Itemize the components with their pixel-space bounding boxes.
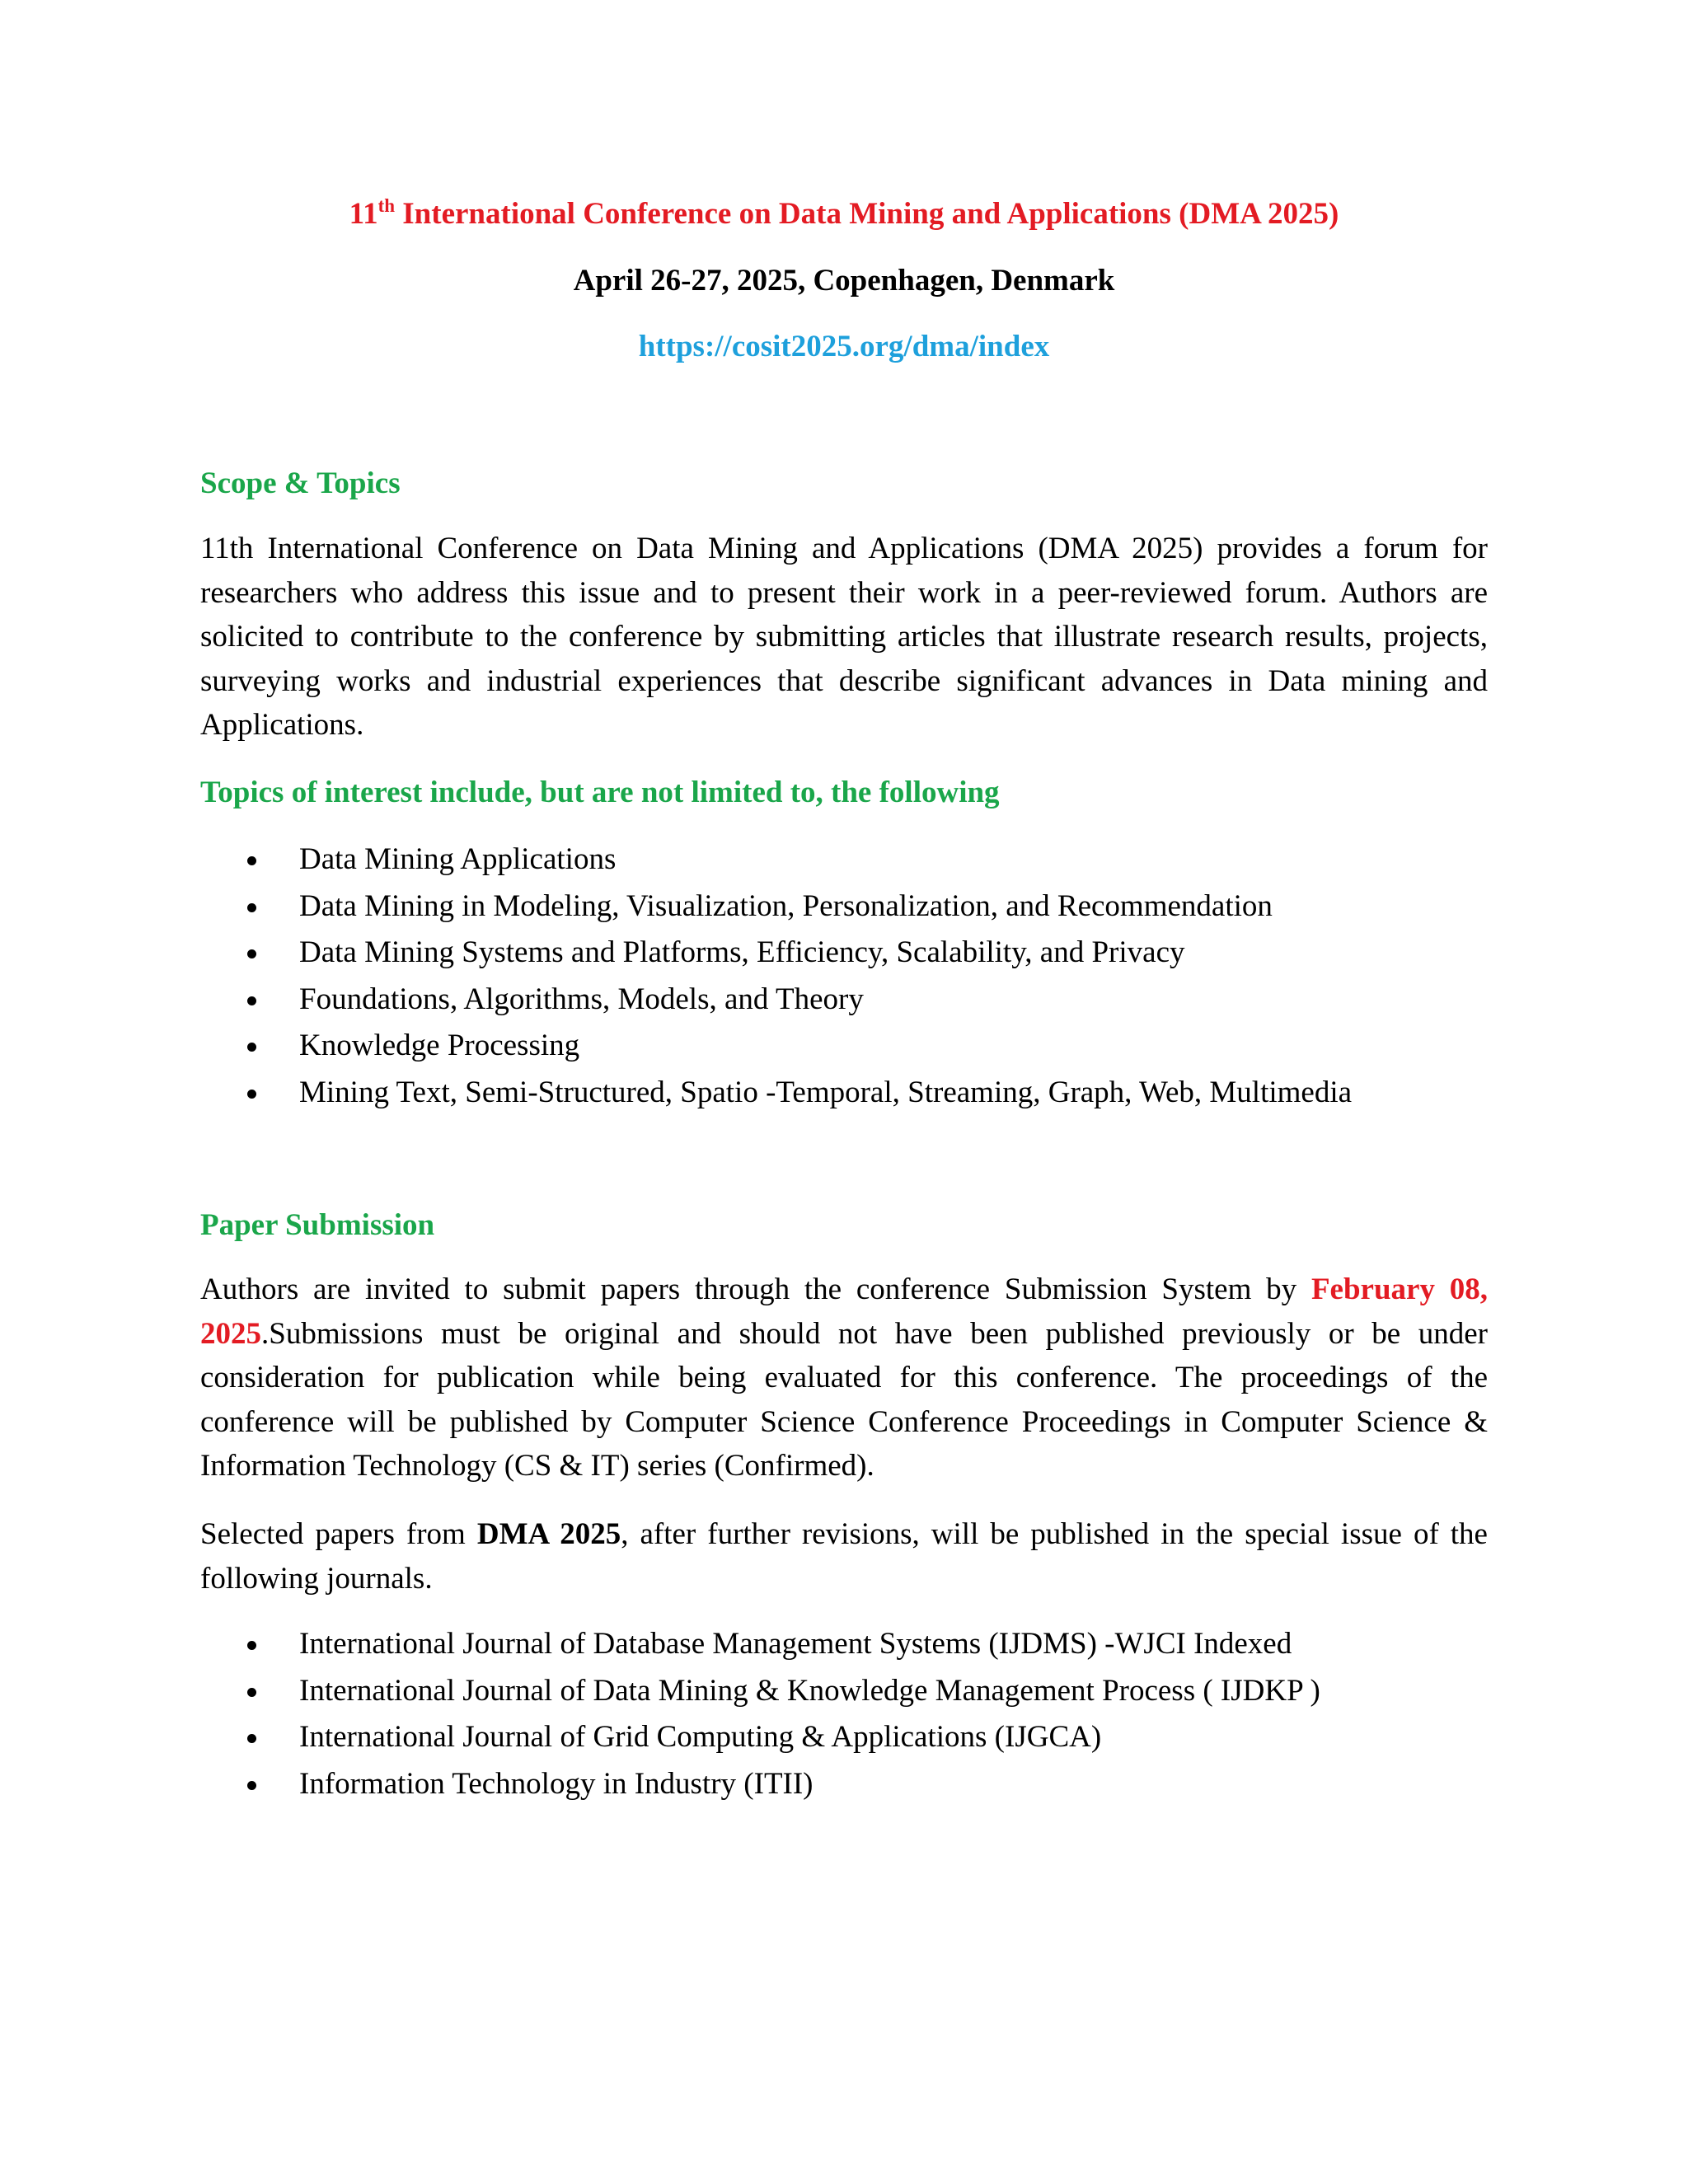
bullet-icon [247,1734,256,1743]
list-item [200,1621,1320,1668]
topic-label: Mining Text, Semi-Structured, Spatio -Temporal, Streaming, Graph, Web, Multimedia [299,1075,1353,1109]
bullet-icon [247,1043,256,1052]
topics-heading: Topics of interest include, but are not limited to, the following [200,776,1000,809]
topic-label: Data Mining in Modeling, Visualization, Personalization, and Recommendation [299,888,1273,923]
submission-text-start: Authors are invited to submit papers through the conference Submission System by [200,1272,1311,1306]
selected-text-end: , after further revisions, will be published in the special issue of the following journals. [200,1517,1488,1596]
journal-label: International Journal of Data Mining & Knowledge Management Process ( IJDKP ) [299,1673,1320,1708]
journal-label: International Journal of Database Management Systems (IJDMS) -WJCI Indexed [299,1627,1292,1661]
bullet-icon [247,949,256,958]
bullet-icon [247,856,256,865]
selected-papers-paragraph [200,1512,1488,1601]
list-item [200,930,1352,977]
conference-url-link[interactable]: https://cosit2025.org/dma/index [638,330,1050,363]
paper-submission-heading: Paper Submission [200,1208,435,1242]
title-text: International Conference on Data Mining and Applications (DMA 2025) [395,197,1339,231]
bullet-icon [247,1090,256,1099]
bullet-icon [247,903,256,912]
bullet-icon [247,1781,256,1790]
scope-paragraph: 11th International Conference on Data Mining and Applications (DMA 2025) provides a forum for researchers who address this issue and to present their work in a peer-reviewed forum. Authors are solicited to contribute to the conference by submitting articles that illustrate research results, projects, surveying works and industrial experiences that describe significant advances in Data mining and Applications. [200,532,1488,742]
list-item [200,1070,1352,1117]
title-number: 11 [349,197,378,231]
topic-label: Data Mining Systems and Platforms, Efficiency, Scalability, and Privacy [299,935,1185,969]
topic-label: Foundations, Algorithms, Models, and Theory [299,982,864,1016]
list-item [200,883,1352,930]
topic-label: Data Mining Applications [299,842,617,876]
list-item [200,1761,1320,1808]
list-item [200,977,1352,1024]
topic-label: Knowledge Processing [299,1029,580,1062]
scope-heading: Scope & Topics [200,466,401,500]
conference-acronym: DMA 2025 [476,1517,621,1551]
list-item [200,1023,1352,1070]
bullet-icon [247,996,256,1005]
submission-text-end: .Submissions must be original and should not have been published previously or be under consideration for publication while being evaluated for this conference. The proceedings of the conference will be published by Computer Science Conference Proceedings in Computer Science & Information Technology (CS & IT) series (Confirmed). [200,1316,1488,1483]
bullet-icon [247,1641,256,1650]
list-item [200,1714,1320,1761]
topics-list [200,837,1352,1116]
journal-label: International Journal of Grid Computing & Applications (IJGCA) [299,1720,1102,1754]
list-item [200,1668,1320,1715]
selected-text-start: Selected papers from [200,1517,477,1551]
title-ordinal-suffix: th [377,195,396,216]
list-item [200,837,1352,883]
paper-submission-paragraph [200,1268,1488,1488]
bullet-icon [247,1688,256,1697]
conference-dates-location: April 26-27, 2025, Copenhagen, Denmark [573,264,1115,298]
submission-deadline: February 08, 2025 [200,1272,1488,1351]
journals-list [200,1621,1320,1807]
journal-label: Information Technology in Industry (ITII) [299,1766,814,1801]
conference-title [200,196,1488,232]
